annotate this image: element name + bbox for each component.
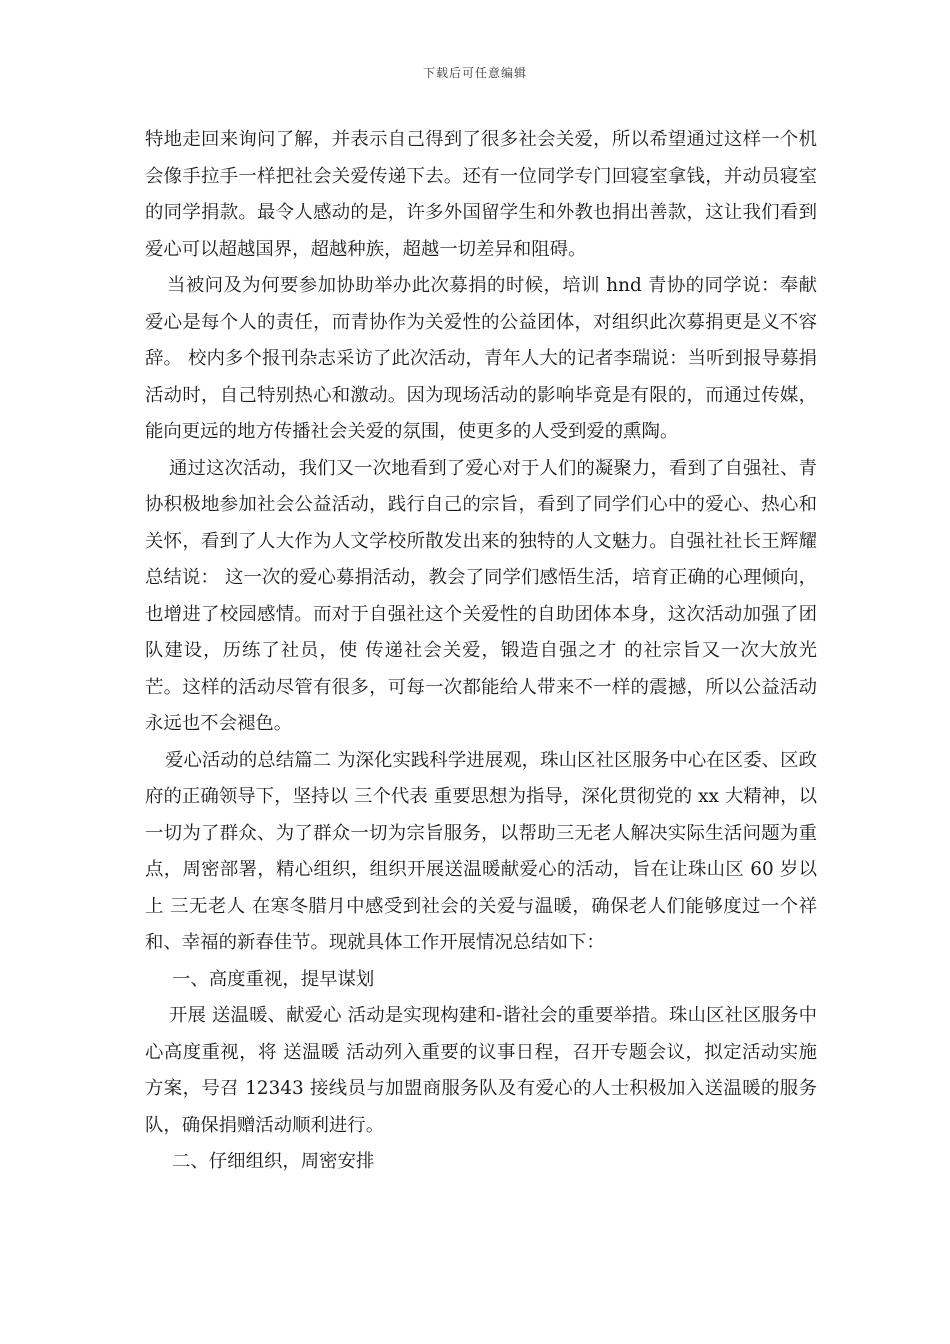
paragraph-4: 爱心活动的总结篇二 为深化实践科学进展观，珠山区社区服务中心在区委、区政府的正确领导下，坚持以 三个代表 重要思想为指导，深化贯彻党的 xx 大精神，以一切为了群众、为了群众一切为宗旨服务，以帮助三无老人解决实际生活问题为重点，周密部署，精心组织，组织开展送温暖献爱心的活动，旨在让珠山区 60 岁以上 三无老人 在寒冬腊月中感受到社会的关爱与温暖，确保老人们能够度过一个祥和、幸福的新春佳节。现就具体工作开展情况总结如下： <box>145 749 817 953</box>
paragraph-3: 通过这次活动，我们又一次地看到了爱心对于人们的凝聚力，看到了自强社、青协积极地参加社会公益活动，践行自己的宗旨，看到了同学们心中的爱心、热心和关怀，看到了人大作为人文学校所散发出来的独特的人文魅力。自强社社长王辉耀总结说： 这一次的爱心募捐活动，教会了同学们感悟生活，培育正确的心理倾向，也增进了校园感情。而对于自强社这个关爱性的自助团体本身，这次活动加强了团队建设，历练了社员，使 传递社会关爱，锻造自强之才 的社宗旨又一次大放光芒。这样的活动尽管有很多，可每一次都能给人带来不一样的震撼，所以公益活动永远也不会褪色。 <box>145 457 817 734</box>
section-heading-1: 一、高度重视，提早谋划 <box>172 968 375 990</box>
paragraph-2: 当被问及为何要参加协助举办此次募捐的时候，培训 hnd 青协的同学说：奉献爱心是每个人的责任，而青协作为关爱性的公益团体，对组织此次募捐更是义不容辞。 校内多个报刊杂志采访了此次活动，青年人大的记者李瑞说：当听到报导募捐活动时，自己特别热心和激动。因为现场活动的影响毕竟是有限的，而通过传媒，能向更远的地方传播社会关爱的氛围，使更多的人受到爱的熏陶。 <box>145 275 817 442</box>
section-heading-2: 二、仔细组织，周密安排 <box>172 1151 375 1172</box>
paragraph-5: 开展 送温暖、献爱心 活动是实现构建和-谐社会的重要举措。珠山区社区服务中心高度重视，将 送温暖 活动列入重要的议事日程，召开专题会议，拟定活动实施方案，号召 12343 接线员与加盟商服务队及有爱心的人士积极加入送温暖的服务队，确保捐赠活动顺利进行。 <box>145 1005 817 1136</box>
page-header: 下载后可任意编辑 <box>422 66 527 80</box>
paragraph-1: 特地走回来询问了解，并表示自己得到了很多社会关爱，所以希望通过这样一个机会像手拉手一样把社会关爱传递下去。还有一位同学专门回寝室拿钱，并动员寝室的同学捐款。最令人感动的是，许多外国留学生和外教也捐出善款，这让我们看到爱心可以超越国界，超越种族，超越一切差异和阻碍。 <box>145 129 817 260</box>
document-body <box>145 122 817 1181</box>
